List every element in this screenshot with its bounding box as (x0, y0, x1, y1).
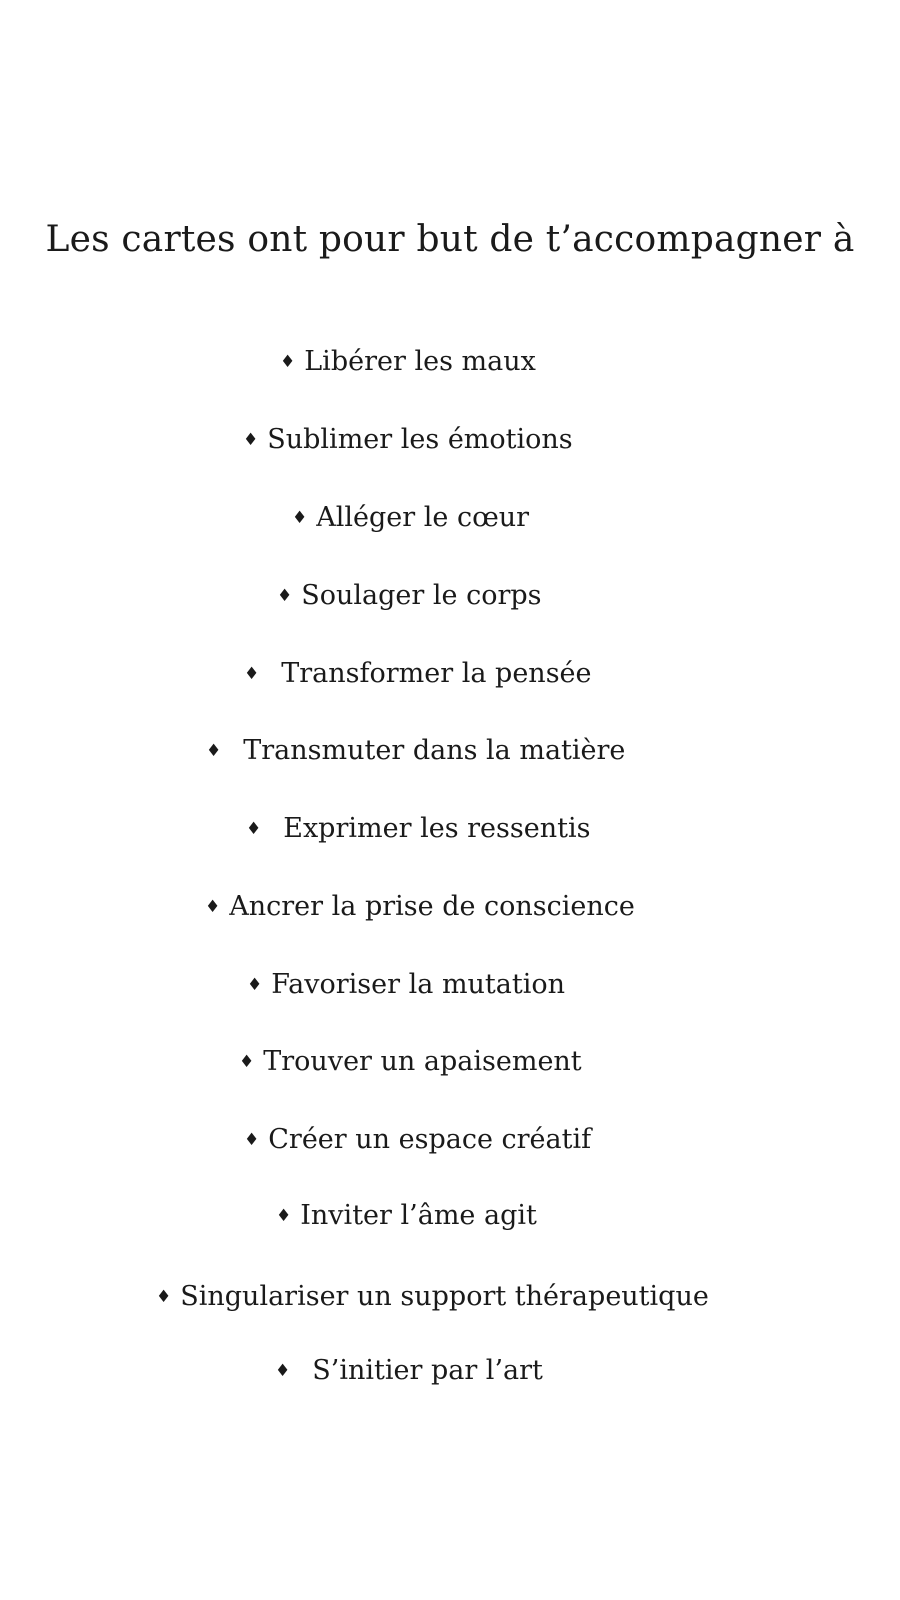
diamond-bullet-icon: ♦ (275, 1361, 291, 1381)
list-item (244, 1123, 591, 1157)
diamond-bullet-icon: ♦ (276, 1206, 292, 1226)
list-item-label: Soulager le corps (301, 580, 542, 611)
diamond-bullet-icon: ♦ (277, 586, 293, 606)
list-item (247, 968, 565, 1002)
list-item (280, 345, 536, 379)
list-item (277, 579, 542, 613)
diamond-bullet-icon: ♦ (292, 508, 308, 528)
diamond-bullet-icon: ♦ (246, 819, 262, 839)
diamond-bullet-icon: ♦ (244, 1130, 260, 1150)
list-item-label: Alléger le cœur (316, 502, 530, 533)
list-item (275, 1354, 543, 1388)
diamond-bullet-icon: ♦ (206, 741, 222, 761)
diamond-bullet-icon: ♦ (247, 975, 263, 995)
list-item-label: Libérer les maux (304, 346, 536, 377)
list-item-label: Ancrer la prise de conscience (229, 891, 635, 922)
list-item (156, 1280, 709, 1314)
list-item (244, 657, 592, 691)
list-item (205, 890, 635, 924)
list-item-label: Inviter l’âme agit (300, 1200, 537, 1231)
list-item-label: Exprimer les ressentis (283, 813, 591, 844)
list-item-label: S’initier par l’art (312, 1355, 543, 1386)
diamond-bullet-icon: ♦ (156, 1287, 172, 1307)
list-item (276, 1199, 537, 1233)
list-item-label: Transmuter dans la matière (243, 735, 626, 766)
diamond-bullet-icon: ♦ (239, 1052, 255, 1072)
diamond-bullet-icon: ♦ (244, 664, 260, 684)
list-item (292, 501, 529, 535)
diamond-bullet-icon: ♦ (243, 430, 259, 450)
list-item-label: Sublimer les émotions (267, 424, 573, 455)
diamond-bullet-icon: ♦ (280, 352, 296, 372)
list-item-label: Transformer la pensée (281, 658, 592, 689)
diamond-bullet-icon: ♦ (205, 897, 221, 917)
list-item-label: Singulariser un support thérapeutique (180, 1281, 709, 1312)
list-item (243, 423, 573, 457)
list-item-label: Créer un espace créatif (268, 1124, 592, 1155)
list-item (239, 1045, 582, 1079)
list-item-label: Favoriser la mutation (271, 969, 566, 1000)
list-item (206, 734, 625, 768)
list-item (246, 812, 590, 846)
page-title: Les cartes ont pour but de t’accompagner à (45, 219, 855, 260)
list-item-label: Trouver un apaisement (263, 1046, 582, 1077)
